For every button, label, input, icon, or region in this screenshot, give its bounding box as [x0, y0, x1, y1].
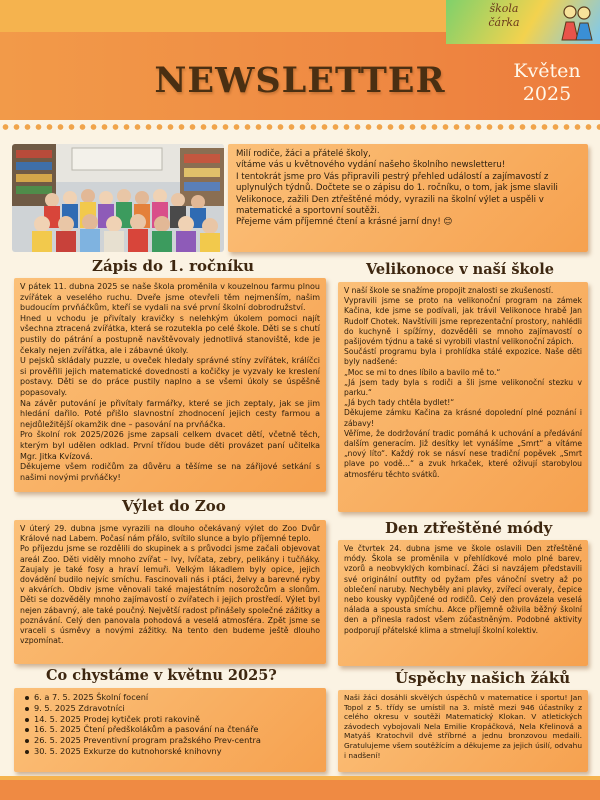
uspechy-box — [338, 690, 588, 772]
welcome-box — [228, 144, 588, 252]
dotted-divider — [0, 120, 600, 134]
zapis-box — [14, 278, 326, 492]
issue-month: Květen — [513, 60, 581, 82]
newsletter-title: NEWSLETTER — [154, 60, 446, 101]
issue-date — [500, 60, 594, 106]
vylet-heading: Výlet do Zoo — [122, 497, 226, 515]
zapis-heading: Zápis do 1. ročníku — [92, 257, 255, 275]
chystame-box — [14, 688, 326, 772]
velikonoce-heading: Velikonoce v naší škole — [366, 261, 554, 278]
class-photo — [12, 144, 224, 252]
den-text: Ve čtvrtek 24. dubna jsme ve škole oslavili Den ztřeštěné módy. Škola se proměnila v přehlídkové molo plné barev, vzorů a neobvyklých kombinací. Žáci si navzájem představili své originální outfity od pyžam přes vánoční svetry až po oblečení naruby. Nechyběly ani plavky, zvířecí overaly, čepice nebo kousky vypůjčené od rodičů. Celý den provázela veselá nálada a spousta smíchu. Akce příjemně oživila běžný školní den a přinesla radost všem zúčastněným. Podobné aktivity podporují přátelské klima a stmelují školní kolektiv. — [344, 544, 582, 635]
den-heading: Den ztřeštěné módy — [385, 519, 553, 537]
event-item: 30. 5. 2025 Exkurze do kutnohorské knihovny — [22, 746, 318, 757]
event-item: 14. 5. 2025 Prodej kytiček proti rakovině — [22, 714, 318, 725]
logo-text: škola čárka — [488, 2, 520, 29]
uspechy-text: Naši žáci dosáhli skvělých úspěchů v matematice i sportu! Jan Topol z 5. třídy se umístil na 3. místě mezi 946 účastníky z celého okresu v soutěži Matematický Klokan. V atletických závodech vybojovali Nela Emilie Kropáčková, Nela Křelinová a Matyáš Kratochvil dvě stříbrné a jednu bronzovou medaili. Gratulujeme všem soutěžícím a děkujeme za jejich úsilí, odvahu i nadšení! — [344, 693, 582, 760]
logo-figure-icon — [556, 2, 596, 42]
issue-year: 2025 — [522, 83, 572, 105]
footer-band — [0, 780, 600, 800]
school-logo — [446, 0, 600, 44]
uspechy-heading: Úspěchy našich žáků — [395, 669, 571, 687]
events-list — [22, 692, 318, 757]
velikonoce-box — [338, 282, 588, 512]
vylet-box — [14, 520, 326, 664]
event-item: 9. 5. 2025 Zdravotníci — [22, 703, 318, 714]
den-box — [338, 540, 588, 666]
class-photo-image — [12, 144, 224, 252]
welcome-text: Milí rodiče, žáci a přátelé školy, vítáme vás u květnového vydání našeho školního newsletteru! I tentokrát jsme pro Vás připravili pestrý přehled událostí a zajímavostí z uplynulých týdnů. Dočtete se o zápisu do 1. ročníku, o tom, jak jsme slavili Velikonoce, zažili Den ztřeštěné módy, vyrazili na školní výlet a uspěli v matematické a sportovní soutěži. Přejeme vám příjemné čtení a krásné jarní dny! 😊 — [236, 149, 558, 228]
vylet-text: V úterý 29. dubna jsme vyrazili na dlouho očekávaný výlet do Zoo Dvůr Králové nad Labem. Počasí nám přálo, svítilo slunce a bylo příjemné teplo. Po příjezdu jsme se rozdělili do skupinek a s průvodci jsme začali objevovat areál Zoo. Děti viděly mnoho zvířat – lvy, lvíčata, zebry, pelikány i tučňáky. Zaujaly je také fosy a hraví lemuři. Velkým lákadlem byly opice, jejich dovádění budilo nejvíc smíchu. Fascinovali nás i ptáci, želvy a barevné ryby v akvárích. Obdiv jsme věnovali také majestátním nosorožcům a slonům. Děti se dozvěděly mnoho zajímavostí o zvířatech i jejich prostředí. Výlet byl nejen zábavný, ale také poučný. Největší radost přinášely společné zážitky a poznávání. Celý den panovala pohodová a veselá atmosféra. Zpět jsme se vraceli s úsměvy a novými zážitky. Na tento den budeme ještě dlouho vzpomínat. — [20, 524, 320, 646]
zapis-text: V pátek 11. dubna 2025 se naše škola proměnila v kouzelnou farmu plnou zvířátek a veselého ruchu. Dveře jsme otevřeli těm nejmenším, našim budoucím prvňáčkům, kteří se vydali na své první školní dobrodružství. Hned u vchodu je přivítaly kravičky s nelehkým úkolem pomoci najít všechna ztracená zvířátka, která se rozutekla po celé škole. Děti se s chutí pustily do pátrání a postupně navštěvovaly jednotlivá stanoviště, kde je čekaly nejen zvířátka, ale i zábavné úkoly. U pejsků skládaly puzzle, u oveček hledaly správné stíny zvířátek, králíčci si prověřili jejich matematické dovednosti a kočičky je vyzvaly ke kreslení postavy. Děti se do práce pustily naplno a se všemi úkoly se úspěšně popasovaly. Na závěr putování je přivítaly farmářky, které se jich zeptaly, jak se jim hledání dařilo. Poté přišlo slavnostní zhodnocení jejich cesty farmou a nejdůležitější okamžik dne – pasování na prvňáčka. Pro školní rok 2025/2026 jsme zapsali celkem dvacet dětí, včetně těch, kterým byl udělen odklad. První třídou bude děti provázet paní učitelka Mgr. Jitka Kvízová. Děkujeme všem rodičům za důvěru a těšíme se na zářijové setkání s našimi novými prvňáčky! — [20, 282, 320, 482]
chystame-heading: Co chystáme v květnu 2025? — [46, 667, 277, 684]
velikonoce-text: V naší škole se snažíme propojit znalosti se zkušeností. Vypravili jsme se proto na velikonoční program na zámek Kačina, kde jsme se podívali, jak trávil Velikonoce hrabě Jan Rudolf Chotek. Navštívili jsme reprezentační prostory, nahlédli do kuchyně i spížírny, dozvěděli se mnoho zajímavostí o pašijovém týdnu a také si vyrobili vlastní velikonoční zápich. Součástí programu byla i prohlídka stálé expozice. Naše děti byly nadšené: „Moc se mi to dnes líbilo a bavilo mě to.“ „Já jsem tady byla s rodiči a šli jsme velikonoční stezku v parku.“ „Já bych tady chtěla bydlet!“ Děkujeme zámku Kačina za krásné dopolední plné poznání i zábavy! Věříme, že dodržování tradic pomáhá k uchování a předávání dalším generacím. Již desítky let vynášíme „Smrt“ a vítáme „nový líto“. Každý rok se násví nese tradiční popěvek „Smrt plave po vodě…“ a zvuk hrkaček, které oživují starobylou atmosféru těchto svátků. — [344, 286, 582, 479]
event-item: 16. 5. 2025 Čtení předškolákům a pasování na čtenáře — [22, 724, 318, 735]
event-item: 26. 5. 2025 Preventivní program pražského Prev-centra — [22, 735, 318, 746]
event-item: 6. a 7. 5. 2025 Školní focení — [22, 692, 318, 703]
